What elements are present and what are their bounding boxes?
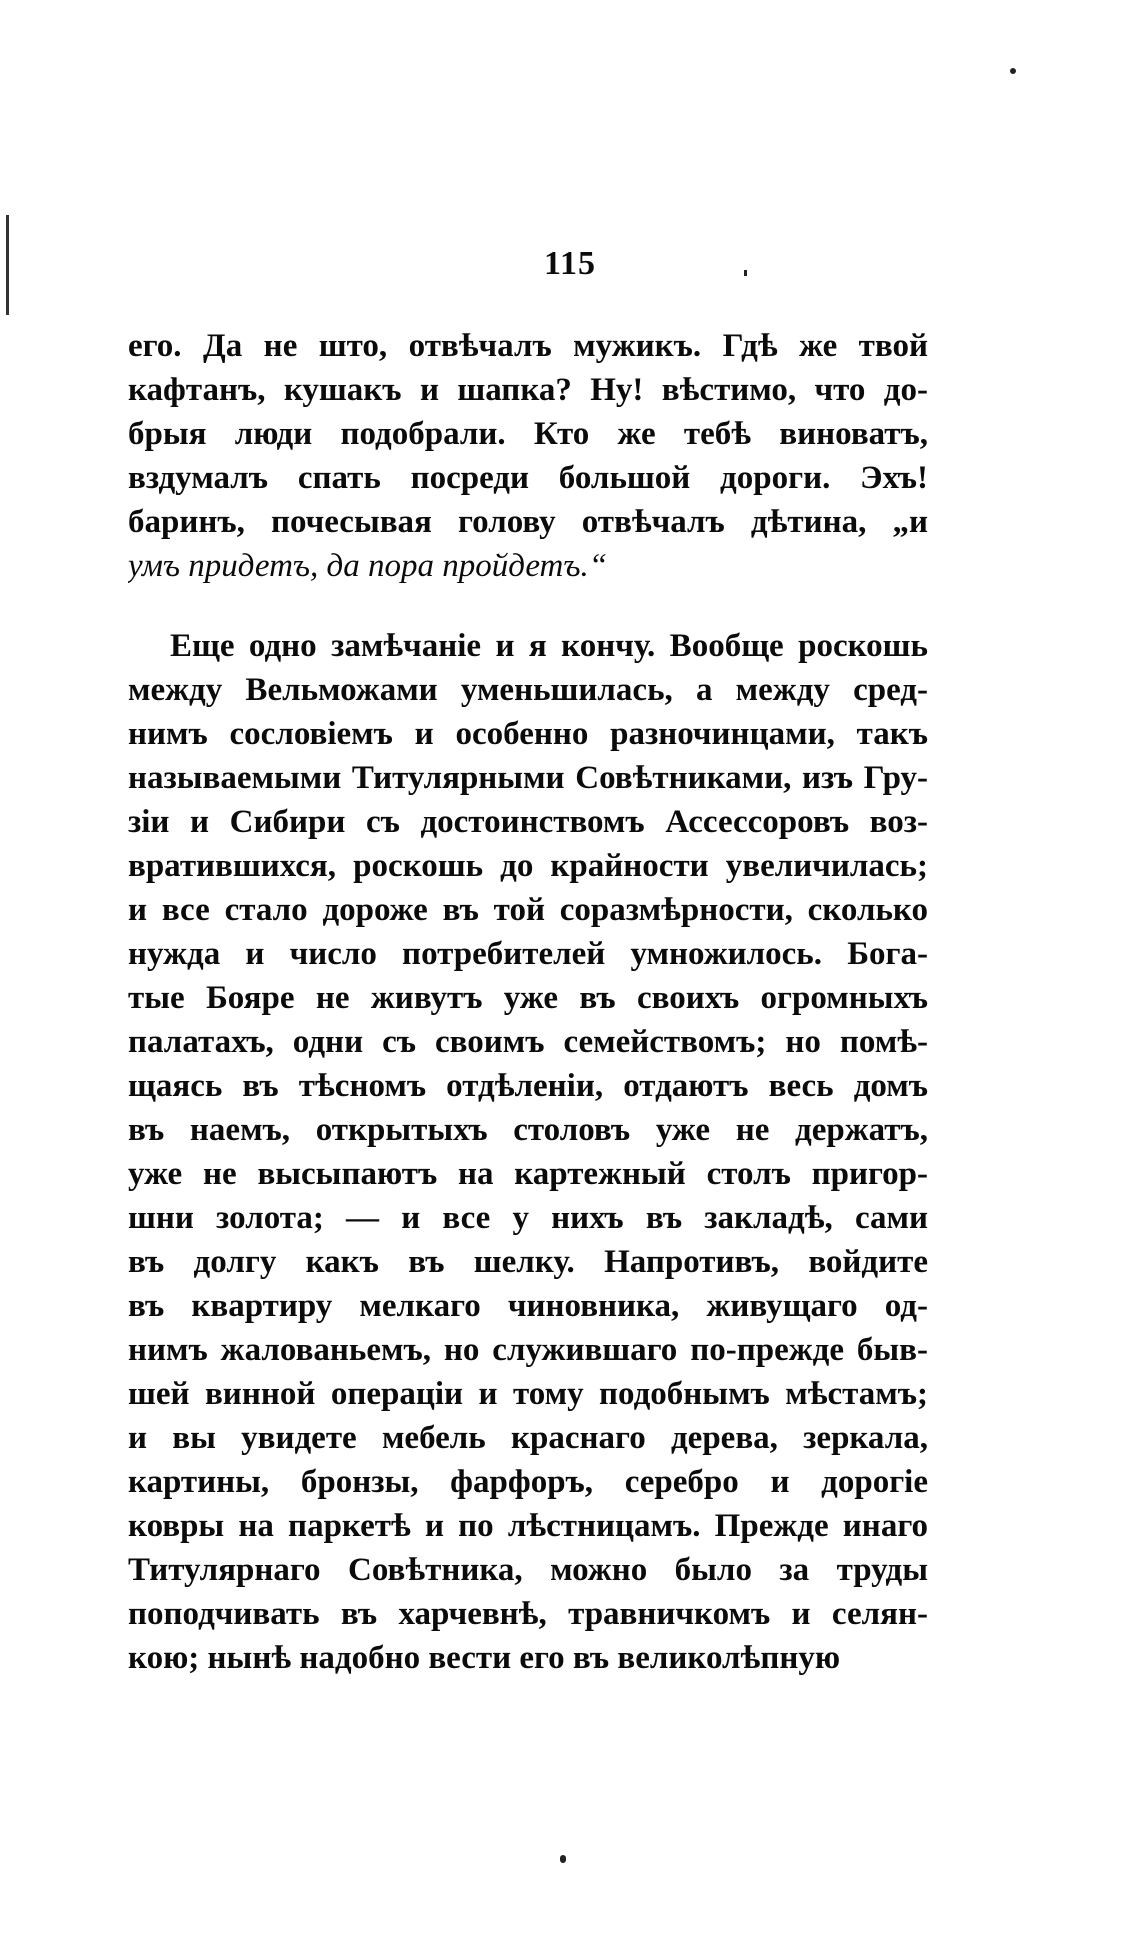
text-line: картины, бронзы, фарфоръ, серебро и дорогіе (128, 1464, 928, 1500)
scan-speck (1010, 68, 1016, 74)
text-line: уже не высыпаютъ на картежный столъ пригор- (128, 1156, 928, 1192)
text-line: его. Да не што, отвѣчалъ мужикъ. Гдѣ же твой (128, 328, 928, 364)
text-line: и вы увидете мебель краснаго дерева, зеркала, (128, 1420, 928, 1456)
text-line: шни золота; — и все у нихъ въ закладѣ, сами (128, 1200, 928, 1236)
text-line: нимъ сословіемъ и особенно разночинцами, такъ (128, 716, 928, 752)
text-line: нужда и число потребителей умножилось. Бога- (128, 936, 928, 972)
text-line: щаясь въ тѣсномъ отдѣленіи, отдаютъ весь домъ (128, 1068, 928, 1104)
text-line: въ квартиру мелкаго чиновника, живущаго од- (128, 1288, 928, 1324)
text-line: въ долгу какъ въ шелку. Напротивъ, войдите (128, 1244, 928, 1280)
text-line: кою; нынѣ надобно вести его въ великолѣпную (128, 1640, 841, 1676)
text-line: называемыми Титулярными Совѣтниками, изъ Гру- (128, 760, 928, 796)
text-line: Еще одно замѣчаніе и я кончу. Вообще роскошь (170, 628, 928, 664)
paragraph-main (128, 624, 928, 1680)
text-line: палатахъ, одни съ своимъ семействомъ; но помѣ- (128, 1024, 928, 1060)
text-line: кафтанъ, кушакъ и шапка? Ну! вѣстимо, что до- (128, 372, 928, 408)
paragraph-continuation (128, 324, 928, 588)
text-line: баринъ, почесывая голову отвѣчалъ дѣтина, „и (128, 504, 928, 540)
text-line: между Вельможами уменьшилась, а между сред- (128, 672, 928, 708)
text-line: поподчивать въ харчевнѣ, травничкомъ и селян- (128, 1596, 928, 1632)
text-line: Титулярнаго Совѣтника, можно было за труды (128, 1552, 928, 1588)
text-line: въ наемъ, открытыхъ столовъ уже не держатъ, (128, 1112, 928, 1148)
text-line: вратившихся, роскошь до крайности увеличилась; (128, 848, 928, 884)
text-line: брыя люди подобрали. Кто же тебѣ виноватъ, (128, 416, 928, 452)
text-line: ковры на паркетѣ и по лѣстницамъ. Прежде инаго (128, 1508, 928, 1544)
text-line: зіи и Сибири съ достоинствомъ Ассессоровъ воз- (128, 804, 928, 840)
text-line: шей винной операціи и тому подобнымъ мѣстамъ; (128, 1376, 928, 1412)
text-line: тые Бояре не живутъ уже въ своихъ огромныхъ (128, 980, 928, 1016)
text-line: и все стало дороже въ той соразмѣрности, сколько (128, 892, 928, 928)
italic-quote-line: умъ придетъ, да пора пройдетъ.“ (128, 548, 608, 584)
scan-speck (560, 1855, 566, 1863)
text-line: нимъ жалованьемъ, но служившаго по-прежде быв- (128, 1332, 928, 1368)
text-line: вздумалъ спать посреди большой дороги. Эхъ! (128, 460, 928, 496)
page-number: 115 (543, 245, 597, 282)
